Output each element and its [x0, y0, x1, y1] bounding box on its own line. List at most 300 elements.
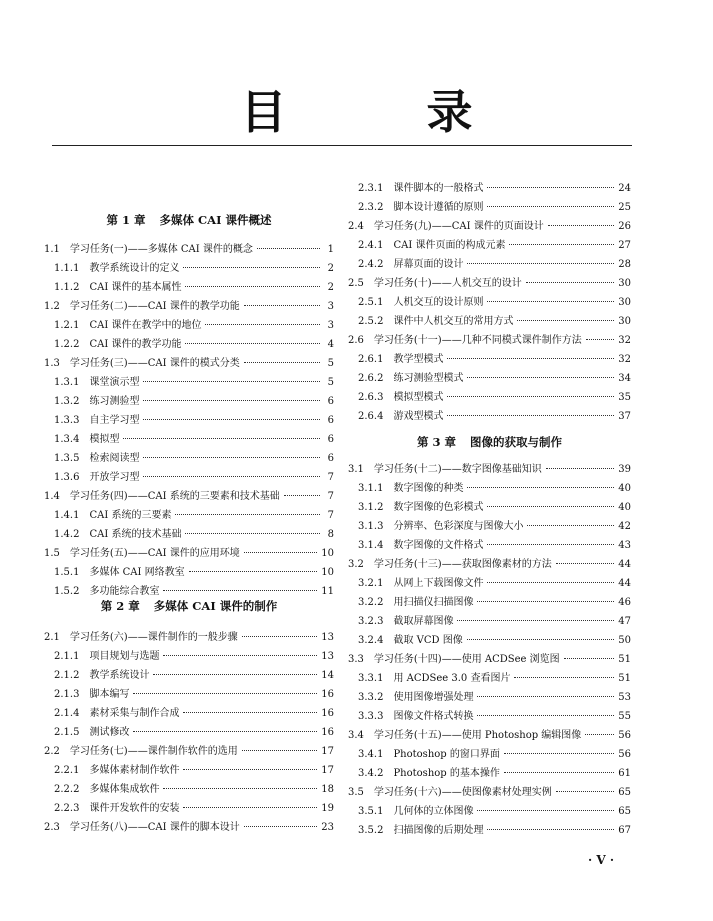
dot-leader: [123, 438, 320, 439]
toc-entry[interactable]: [358, 615, 631, 629]
toc-entry[interactable]: [54, 395, 334, 409]
dot-leader: [163, 655, 317, 656]
section-title: 使用图像增强处理: [393, 692, 474, 703]
toc-entry[interactable]: [44, 547, 334, 561]
toc-entry[interactable]: [358, 201, 631, 215]
dot-leader: [183, 712, 317, 713]
chapter-title: 图像的获取与制作: [470, 435, 562, 449]
dot-leader: [143, 476, 320, 477]
toc-entry[interactable]: [358, 824, 631, 838]
section-number: 1.4.2: [54, 529, 80, 540]
dot-leader: [546, 468, 615, 469]
section-number: 2.3: [44, 822, 60, 833]
section-title: CAI 课件页面的构成元素: [393, 240, 506, 251]
page-ref: 3: [327, 320, 334, 331]
section-number: 2.3.2: [358, 202, 384, 213]
toc-entry[interactable]: [54, 650, 334, 664]
section-title: CAI 系统的技术基础: [89, 529, 182, 540]
page-ref: 25: [618, 202, 631, 213]
section-number: 2.5.2: [358, 316, 384, 327]
dot-leader: [586, 339, 615, 340]
section-number: 3.5: [348, 787, 364, 798]
section-title: 练习测验型模式: [393, 373, 464, 384]
section-number: 1.2: [44, 301, 60, 312]
section-title: 学习任务(九)——CAI 课件的页面设计: [373, 221, 544, 232]
toc-entry[interactable]: [348, 220, 631, 234]
section-number: 2.5.1: [358, 297, 384, 308]
dot-leader: [548, 225, 615, 226]
section-number: 1.4.1: [54, 510, 80, 521]
page-ref: 17: [321, 765, 334, 776]
section-number: 2.1.5: [54, 727, 80, 738]
section-number: 2.4.2: [358, 259, 384, 270]
page-ref: 13: [321, 632, 334, 643]
section-number: 1.1: [44, 244, 60, 255]
toc-entry[interactable]: [44, 821, 334, 835]
section-number: 1.3: [44, 358, 60, 369]
toc-entry[interactable]: [358, 239, 631, 253]
dot-leader: [447, 396, 614, 397]
chapter-number: 第 3 章: [416, 435, 456, 449]
page-ref: 35: [618, 392, 631, 403]
dot-leader: [504, 753, 614, 754]
toc-entry[interactable]: [358, 182, 631, 196]
section-title: 学习任务(十五)——使用 Photoshop 编辑图像: [373, 730, 582, 741]
section-number: 3.1.1: [358, 483, 384, 494]
dot-leader: [467, 377, 614, 378]
section-number: 3.5.2: [358, 825, 384, 836]
toc-entry[interactable]: [54, 585, 334, 599]
dot-leader: [205, 324, 320, 325]
toc-entry[interactable]: [348, 786, 631, 800]
section-number: 3.2: [348, 559, 364, 570]
dot-leader: [244, 305, 320, 306]
section-title: 截取屏幕图像: [393, 616, 454, 627]
dot-leader: [189, 571, 318, 572]
toc-entry[interactable]: [358, 372, 631, 386]
section-title: 多媒体集成软件: [89, 784, 160, 795]
toc-entry[interactable]: [358, 577, 631, 591]
section-number: 2.2.3: [54, 803, 80, 814]
toc-entry[interactable]: [348, 334, 631, 348]
toc-entry[interactable]: [54, 802, 334, 816]
section-number: 3.1.4: [358, 540, 384, 551]
section-title: 多功能综合教室: [89, 586, 160, 597]
toc-entry[interactable]: [54, 281, 334, 295]
section-title: 扫描图像的后期处理: [393, 825, 484, 836]
page-ref: 28: [618, 259, 631, 270]
toc-entry[interactable]: [358, 805, 631, 819]
dot-leader: [487, 187, 614, 188]
toc-entry[interactable]: [358, 767, 631, 781]
page-ref: 6: [327, 453, 334, 464]
toc-entry[interactable]: [358, 315, 631, 329]
page-ref: 65: [618, 787, 631, 798]
section-title: 用 ACDSee 3.0 查看图片: [393, 673, 511, 684]
section-number: 3.2.1: [358, 578, 384, 589]
toc-entry[interactable]: [358, 596, 631, 610]
toc-entry[interactable]: [54, 669, 334, 683]
section-title: 图像文件格式转换: [393, 711, 474, 722]
page-ref: 17: [321, 746, 334, 757]
page-ref: 16: [321, 708, 334, 719]
dot-leader: [143, 400, 320, 401]
section-title: 学习任务(八)——CAI 课件的脚本设计: [69, 822, 240, 833]
page-ref: 42: [618, 521, 631, 532]
section-title: 项目规划与选题: [89, 651, 160, 662]
toc-entry[interactable]: [44, 631, 334, 645]
section-title: 多媒体 CAI 网络教室: [89, 567, 185, 578]
section-title: 测试修改: [89, 727, 130, 738]
toc-entry[interactable]: [348, 653, 631, 667]
dot-leader: [514, 677, 614, 678]
section-number: 1.1.2: [54, 282, 80, 293]
toc-entry[interactable]: [44, 490, 334, 504]
section-number: 3.4.2: [358, 768, 384, 779]
toc-entry[interactable]: [358, 353, 631, 367]
toc-entry[interactable]: [54, 433, 334, 447]
section-number: 3.1.3: [358, 521, 384, 532]
section-number: 3.2.4: [358, 635, 384, 646]
section-number: 1.5.1: [54, 567, 80, 578]
page-ref: 23: [321, 822, 334, 833]
section-title: 用扫描仪扫描图像: [393, 597, 474, 608]
page-ref: 8: [327, 529, 334, 540]
dot-leader: [242, 750, 318, 751]
dot-leader: [467, 639, 615, 640]
section-title: 数字图像的文件格式: [393, 540, 484, 551]
toc-entry[interactable]: [358, 296, 631, 310]
page-ref: 40: [618, 483, 631, 494]
page-ref: 67: [618, 825, 631, 836]
page-ref: 30: [618, 278, 631, 289]
page-ref: 6: [327, 415, 334, 426]
page-ref: 53: [618, 692, 631, 703]
dot-leader: [143, 381, 320, 382]
section-number: 2.1.2: [54, 670, 80, 681]
toc-entry[interactable]: [358, 520, 631, 534]
dot-leader: [487, 829, 614, 830]
section-number: 3.1: [348, 464, 364, 475]
dot-leader: [153, 674, 317, 675]
section-title: 学习任务(十二)——数字图像基础知识: [373, 464, 542, 475]
section-number: 2.1: [44, 632, 60, 643]
toc-entry[interactable]: [358, 710, 631, 724]
toc-entry[interactable]: [44, 300, 334, 314]
section-title: 开放学习型: [89, 472, 140, 483]
page-ref: 7: [327, 491, 334, 502]
dot-leader: [133, 693, 317, 694]
toc-entry[interactable]: [54, 566, 334, 580]
toc-entry[interactable]: [358, 258, 631, 272]
toc-entry[interactable]: [54, 376, 334, 390]
dot-leader: [447, 415, 614, 416]
dot-leader: [527, 525, 614, 526]
section-title: 课件中人机交互的常用方式: [393, 316, 514, 327]
toc-entry[interactable]: [358, 539, 631, 553]
dot-leader: [517, 320, 614, 321]
toc-entry[interactable]: [348, 277, 631, 291]
section-title: 屏幕页面的设计: [393, 259, 464, 270]
chapter-number: 第 2 章: [100, 599, 140, 613]
dot-leader: [185, 533, 320, 534]
section-number: 1.3.3: [54, 415, 80, 426]
page-ref: 55: [618, 711, 631, 722]
page-ref: 30: [618, 316, 631, 327]
section-title: 学习任务(五)——CAI 课件的应用环境: [69, 548, 240, 559]
section-title: 教学系统设计: [89, 670, 150, 681]
section-title: 模拟型: [89, 434, 120, 445]
page-number: · V ·: [588, 853, 615, 867]
section-number: 3.5.1: [358, 806, 384, 817]
dot-leader: [447, 358, 614, 359]
section-number: 1.3.1: [54, 377, 80, 388]
page-ref: 5: [327, 377, 334, 388]
section-number: 2.4.1: [358, 240, 384, 251]
section-number: 1.1.1: [54, 263, 80, 274]
dot-leader: [585, 734, 614, 735]
dot-leader: [185, 343, 320, 344]
section-title: 素材采集与制作合成: [89, 708, 180, 719]
toc-entry[interactable]: [54, 726, 334, 740]
section-number: 1.2.2: [54, 339, 80, 350]
dot-leader: [467, 487, 614, 488]
page-ref: 37: [618, 411, 631, 422]
section-title: 学习任务(四)——CAI 系统的三要素和技术基础: [69, 491, 280, 502]
section-number: 1.3.6: [54, 472, 80, 483]
page-ref: 46: [618, 597, 631, 608]
section-title: Photoshop 的基本操作: [393, 768, 500, 779]
section-title: 学习任务(七)——课件制作软件的选用: [69, 746, 238, 757]
section-title: 数字图像的色彩模式: [393, 502, 484, 513]
chapter-heading: [348, 434, 631, 450]
dot-leader: [175, 514, 320, 515]
section-title: 教学系统设计的定义: [89, 263, 180, 274]
page-ref: 13: [321, 651, 334, 662]
page-ref: 56: [618, 730, 631, 741]
toc-entry[interactable]: [54, 262, 334, 276]
section-title: 教学型模式: [393, 354, 444, 365]
section-number: 2.5: [348, 278, 364, 289]
page-ref: 6: [327, 434, 334, 445]
dot-leader: [163, 788, 317, 789]
section-number: 2.4: [348, 221, 364, 232]
dot-leader: [564, 658, 615, 659]
section-number: 3.3: [348, 654, 364, 665]
section-title: 模拟型模式: [393, 392, 444, 403]
toc-entry[interactable]: [44, 357, 334, 371]
page-ref: 4: [327, 339, 334, 350]
page-ref: 44: [618, 578, 631, 589]
section-title: CAI 系统的三要素: [89, 510, 172, 521]
section-number: 3.2.3: [358, 616, 384, 627]
section-number: 2.2.2: [54, 784, 80, 795]
toc-entry[interactable]: [54, 783, 334, 797]
section-title: 自主学习型: [89, 415, 140, 426]
toc-entry[interactable]: [44, 745, 334, 759]
dot-leader: [487, 301, 614, 302]
toc-entry[interactable]: [54, 764, 334, 778]
dot-leader: [183, 267, 320, 268]
dot-leader: [257, 248, 320, 249]
toc-entry[interactable]: [54, 688, 334, 702]
section-number: 3.2.2: [358, 597, 384, 608]
page-ref: 18: [321, 784, 334, 795]
section-title: 学习任务(三)——CAI 课件的模式分类: [69, 358, 240, 369]
section-title: 学习任务(十六)——使图像素材处理实例: [373, 787, 552, 798]
page-ref: 7: [327, 472, 334, 483]
toc-entry[interactable]: [348, 463, 631, 477]
page-ref: 27: [618, 240, 631, 251]
page-ref: 51: [618, 673, 631, 684]
page-ref: 43: [618, 540, 631, 551]
section-title: 学习任务(二)——CAI 课件的教学功能: [69, 301, 240, 312]
section-title: 检索阅读型: [89, 453, 140, 464]
page-ref: 47: [618, 616, 631, 627]
section-title: 学习任务(六)——课件制作的一般步骤: [69, 632, 238, 643]
dot-leader: [477, 601, 614, 602]
dot-leader: [163, 590, 317, 591]
page-ref: 65: [618, 806, 631, 817]
section-title: 学习任务(十)——人机交互的设计: [373, 278, 522, 289]
section-number: 2.1.1: [54, 651, 80, 662]
page-ref: 10: [321, 567, 334, 578]
toc-entry[interactable]: [54, 452, 334, 466]
section-title: 数字图像的种类: [393, 483, 464, 494]
dot-leader: [467, 263, 614, 264]
section-number: 2.6.2: [358, 373, 384, 384]
section-title: 练习测验型: [89, 396, 140, 407]
page-ref: 50: [618, 635, 631, 646]
page-ref: 6: [327, 396, 334, 407]
page-ref: 51: [618, 654, 631, 665]
toc-entry[interactable]: [54, 319, 334, 333]
section-title: 几何体的立体图像: [393, 806, 474, 817]
section-number: 2.2: [44, 746, 60, 757]
toc-entry[interactable]: [358, 748, 631, 762]
dot-leader: [504, 772, 614, 773]
chapter-heading: [44, 598, 334, 614]
section-number: 2.1.4: [54, 708, 80, 719]
dot-leader: [509, 244, 614, 245]
dot-leader: [143, 419, 320, 420]
dot-leader: [477, 696, 614, 697]
section-number: 3.1.2: [358, 502, 384, 513]
toc-entry[interactable]: [54, 528, 334, 542]
section-title: CAI 课件在教学中的地位: [89, 320, 202, 331]
section-number: 1.5: [44, 548, 60, 559]
dot-leader: [477, 810, 614, 811]
section-number: 1.3.5: [54, 453, 80, 464]
toc-entry[interactable]: [358, 634, 631, 648]
dot-leader: [457, 620, 614, 621]
dot-leader: [556, 563, 615, 564]
section-number: 1.2.1: [54, 320, 80, 331]
section-number: 2.2.1: [54, 765, 80, 776]
page-ref: 56: [618, 749, 631, 760]
toc-entry[interactable]: [348, 558, 631, 572]
page-ref: 40: [618, 502, 631, 513]
page-ref: 61: [618, 768, 631, 779]
page-ref: 1: [327, 244, 334, 255]
toc-entry[interactable]: [54, 338, 334, 352]
page-ref: 5: [327, 358, 334, 369]
page-ref: 14: [321, 670, 334, 681]
page-ref: 30: [618, 297, 631, 308]
toc-entry[interactable]: [358, 482, 631, 496]
toc-entry[interactable]: [54, 707, 334, 721]
page-ref: 44: [618, 559, 631, 570]
chapter-heading: [44, 212, 334, 228]
section-title: 课件开发软件的安装: [89, 803, 180, 814]
dot-leader: [185, 286, 320, 287]
page-ref: 2: [327, 282, 334, 293]
page-title: 目 录: [240, 85, 535, 139]
toc-entry[interactable]: [348, 729, 631, 743]
dot-leader: [143, 457, 320, 458]
page-ref: 3: [327, 301, 334, 312]
toc-entry[interactable]: [358, 391, 631, 405]
section-title: 从网上下载图像文件: [393, 578, 484, 589]
dot-leader: [284, 495, 320, 496]
section-title: 多媒体素材制作软件: [89, 765, 180, 776]
dot-leader: [244, 552, 318, 553]
section-title: 人机交互的设计原则: [393, 297, 484, 308]
section-number: 1.3.4: [54, 434, 80, 445]
section-title: 学习任务(十一)——几种不同模式课件制作方法: [373, 335, 582, 346]
section-title: CAI 课件的教学功能: [89, 339, 182, 350]
dot-leader: [244, 362, 320, 363]
section-title: 学习任务(十三)——获取图像素材的方法: [373, 559, 552, 570]
toc-entry[interactable]: [54, 414, 334, 428]
toc-entry[interactable]: [54, 509, 334, 523]
page-ref: 26: [618, 221, 631, 232]
section-number: 1.4: [44, 491, 60, 502]
dot-leader: [133, 731, 317, 732]
dot-leader: [183, 769, 317, 770]
toc-entry[interactable]: [358, 501, 631, 515]
dot-leader: [487, 582, 614, 583]
toc-entry[interactable]: [358, 410, 631, 424]
page-ref: 10: [321, 548, 334, 559]
page-ref: 32: [618, 335, 631, 346]
page-ref: 34: [618, 373, 631, 384]
title-divider: [52, 145, 632, 146]
toc-entry[interactable]: [358, 672, 631, 686]
dot-leader: [526, 282, 615, 283]
section-number: 3.4.1: [358, 749, 384, 760]
toc-entry[interactable]: [358, 691, 631, 705]
section-number: 2.6.1: [358, 354, 384, 365]
dot-leader: [242, 636, 318, 637]
dot-leader: [487, 544, 614, 545]
toc-entry[interactable]: [54, 471, 334, 485]
dot-leader: [556, 791, 615, 792]
section-title: 脚本设计遵循的原则: [393, 202, 484, 213]
page-ref: 24: [618, 183, 631, 194]
page-ref: 32: [618, 354, 631, 365]
toc-entry[interactable]: [44, 243, 334, 257]
section-number: 2.6: [348, 335, 364, 346]
page-ref: 7: [327, 510, 334, 521]
chapter-title: 多媒体 CAI 课件的制作: [153, 599, 278, 613]
dot-leader: [244, 826, 318, 827]
page-ref: 39: [618, 464, 631, 475]
section-title: 截取 VCD 图像: [393, 635, 463, 646]
section-number: 2.1.3: [54, 689, 80, 700]
section-title: 学习任务(一)——多媒体 CAI 课件的概念: [69, 244, 253, 255]
section-number: 3.4: [348, 730, 364, 741]
